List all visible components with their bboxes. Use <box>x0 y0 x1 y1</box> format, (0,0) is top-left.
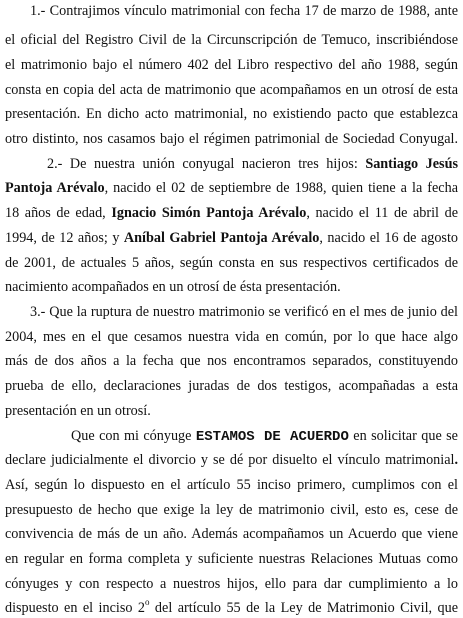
text-run: , nacido el 11 de abril de <box>306 205 458 221</box>
text-line: 2004, mes en el que cesamos nuestra vida en común, por lo que hace algo <box>5 329 458 345</box>
text-line: nacimiento acompañados en un otrosí de ésta presentación. <box>5 279 341 295</box>
text-line: 1.- Contrajimos vínculo matrimonial con fecha 17 de marzo de 1988, ante <box>30 3 458 19</box>
text-line <box>5 228 458 248</box>
text-run: declare judicialmente el divorcio y se dé por disuelto el vínculo matrimonial <box>5 452 455 468</box>
text-line: el matrimonio bajo el número 402 del Libro respectivo del año 1988, según <box>5 57 458 73</box>
text-line <box>5 203 458 223</box>
text-run: Que con mi cónyuge <box>71 428 196 444</box>
text-line: presentación. En dicho acto matrimonial, no existiendo pacto que establezca <box>5 106 458 122</box>
text-line <box>5 426 458 446</box>
agreement-emphasis: ESTAMOS DE ACUERDO <box>195 429 349 445</box>
text-line: prueba de ello, declaraciones juradas de dos testigos, acompañadas a esta <box>5 378 458 394</box>
text-line: presentación en un otrosí. <box>5 403 151 419</box>
child-name: Ignacio Simón Pantoja Arévalo <box>111 205 307 221</box>
ordinal-superscript: o <box>144 597 150 608</box>
text-run: 18 años de edad, <box>5 205 112 221</box>
text-line: cónyuges y con respecto a nuestros hijos, ello para dar cumplimiento a lo <box>5 576 458 592</box>
text-run: dispuesto en el inciso 2 <box>5 600 145 616</box>
text-run: , nacido el 16 de agosto <box>319 230 458 246</box>
text-run: en solicitar que se <box>348 428 458 444</box>
text-line <box>5 178 458 198</box>
text-line: en regular en forma completa y suficiente nuestras Relaciones Mutuas como <box>5 551 458 567</box>
text-line: otro distinto, nos casamos bajo el régimen patrimonial de Sociedad Conyugal. <box>5 131 458 147</box>
text-line: el oficial del Registro Civil de la Circunscripción de Temuco, inscribiéndose <box>5 32 458 48</box>
child-name: Aníbal Gabriel Pantoja Arévalo <box>123 230 320 246</box>
text-line: de 2001, de actuales 5 años, según consta en sus respectivos certificados de <box>5 255 458 271</box>
text-run: 2.- De nuestra unión conyugal nacieron tres hijos: <box>47 156 366 172</box>
bold-period: . <box>454 452 458 468</box>
text-line: Así, según lo dispuesto en el artículo 55 inciso primero, cumplimos con el <box>5 477 458 493</box>
text-line <box>5 450 458 470</box>
text-line <box>5 598 458 618</box>
child-name: Pantoja Arévalo <box>5 180 105 196</box>
text-line: consta en copia del acta de matrimonio que acompañamos en un otrosí de esta <box>5 82 458 98</box>
text-run: 1994, de 12 años; y <box>5 230 124 246</box>
text-line: presupuesto de hecho que exige la ley de matrimonio civil, esto es, cese de <box>5 502 458 518</box>
text-line <box>5 154 458 174</box>
text-run: , nacido el 02 de septiembre de 1988, quien tiene a la fecha <box>104 180 458 196</box>
child-name: Santiago Jesús <box>365 156 458 172</box>
text-line: 3.- Que la ruptura de nuestro matrimonio se verificó en el mes de junio del <box>30 304 458 320</box>
text-run: del artículo 55 de la Ley de Matrimonio Civil, que <box>149 600 459 616</box>
text-line: más de dos años a la fecha que nos encontramos separados, constituyendo <box>5 353 458 369</box>
text-line: convivencia de más de un año. Además acompañamos un Acuerdo que viene <box>5 526 458 542</box>
